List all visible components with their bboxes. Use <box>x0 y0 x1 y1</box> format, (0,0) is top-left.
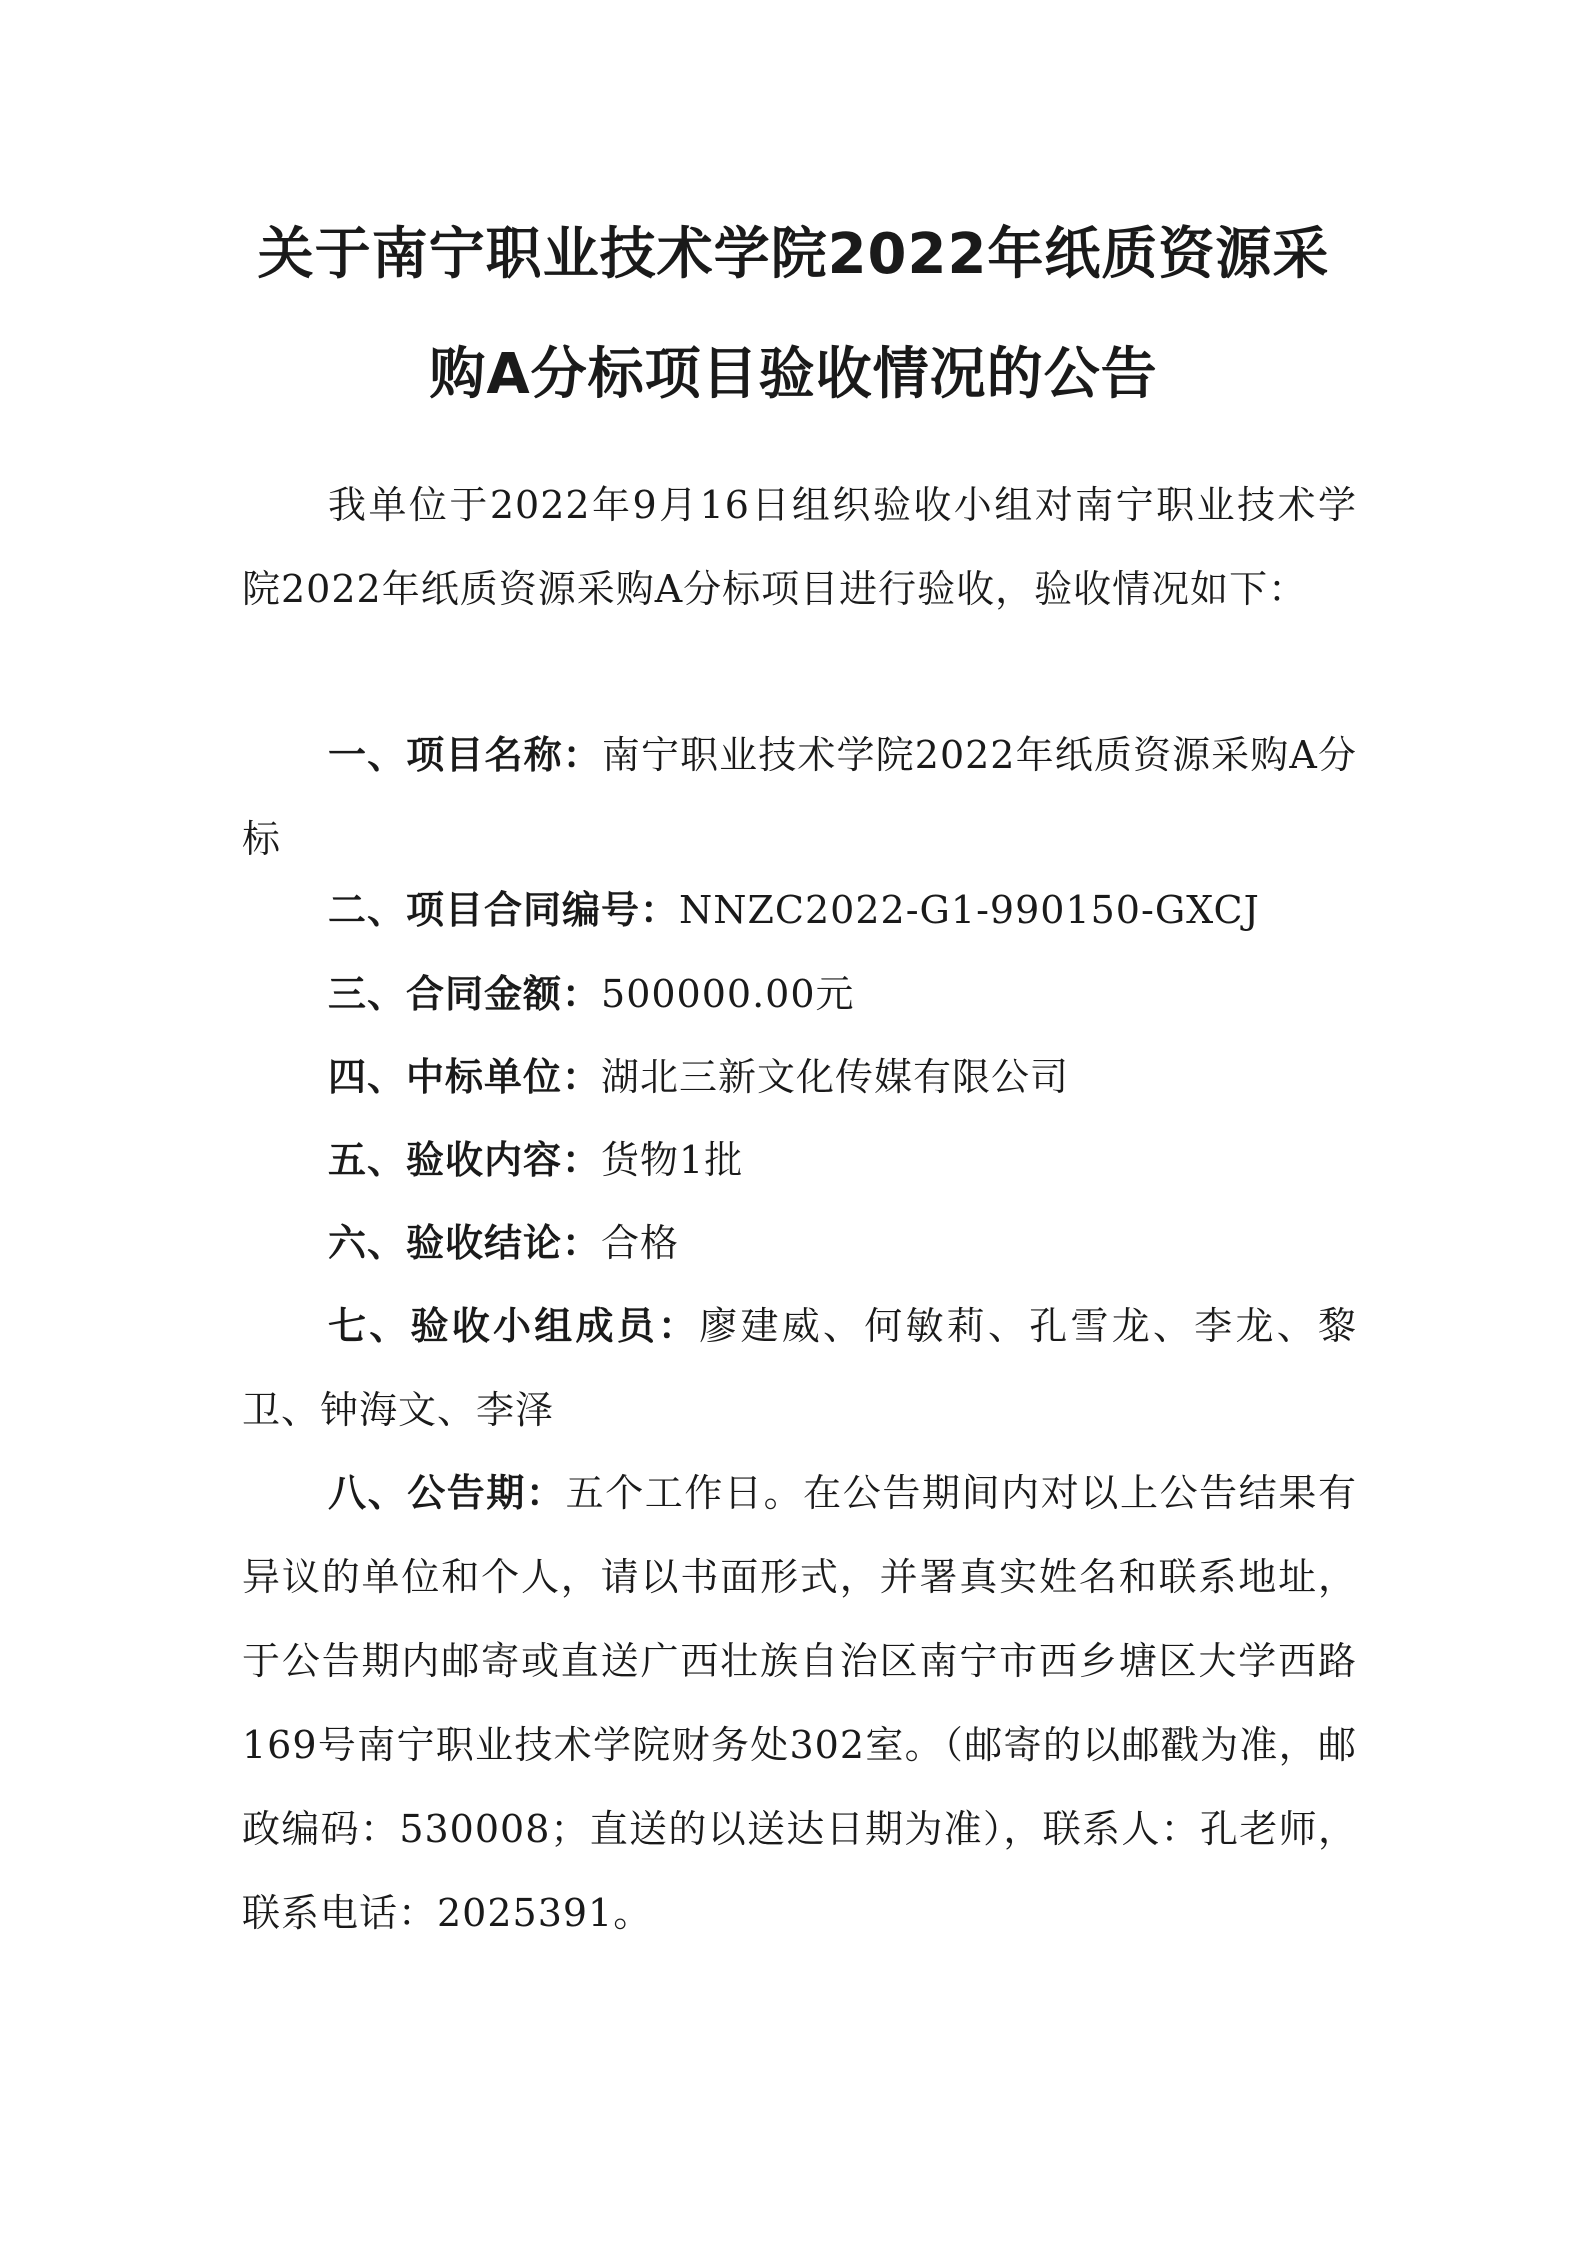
item-project-name <box>242 713 1357 881</box>
item-acceptance-content <box>242 1118 1357 1202</box>
item-label: 四、中标单位： <box>328 1055 602 1099</box>
intro-paragraph: 我单位于2022年9月16日组织验收小组对南宁职业技术学院2022年纸质资源采购A分标项目进行验收，验收情况如下： <box>242 483 1357 611</box>
item-label: 五、验收内容： <box>328 1138 602 1182</box>
item-value: 南宁职业技术学院2022年纸质资源采购A分标 <box>242 733 1357 861</box>
item-team-members <box>242 1284 1357 1452</box>
item-label: 七、验收小组成员： <box>328 1304 700 1348</box>
item-label: 六、验收结论： <box>328 1221 602 1265</box>
item-value: 合格 <box>601 1221 680 1265</box>
item-winning-bidder <box>242 1035 1357 1119</box>
document-title-line-2: 购A分标项目验收情况的公告 <box>429 342 1158 407</box>
item-value: NNZC2022-G1-990150-GXCJ <box>679 888 1260 932</box>
item-value: 500000.00元 <box>601 972 855 1016</box>
item-announcement-period <box>242 1451 1357 1955</box>
item-label: 一、项目名称： <box>328 733 602 777</box>
item-value: 货物1批 <box>601 1138 744 1182</box>
item-label: 二、项目合同编号： <box>328 888 680 932</box>
item-value: 湖北三新文化传媒有限公司 <box>601 1055 1070 1099</box>
item-contract-number <box>242 868 1357 952</box>
document-title-line-1: 关于南宁职业技术学院2022年纸质资源采 <box>257 222 1330 287</box>
item-contract-amount <box>242 952 1357 1036</box>
item-acceptance-conclusion <box>242 1201 1357 1285</box>
item-value: 廖建威、何敏莉、孔雪龙、李龙、黎卫、钟海文、李泽 <box>242 1304 1357 1432</box>
item-value: 五个工作日。在公告期间内对以上公告结果有异议的单位和个人，请以书面形式，并署真实姓名和联系地址，于公告期内邮寄或直送广西壮族自治区南宁市西乡塘区大学西路169号南宁职业技术学院财务处302室。（邮寄的以邮戳为准，邮政编码：530008；直送的以送达日期为准），联系人：孔老师，联系电话：2025391。 <box>242 1471 1357 1935</box>
intro-block <box>242 463 1357 631</box>
item-label: 八、公告期： <box>328 1471 566 1515</box>
item-label: 三、合同金额： <box>328 972 602 1016</box>
